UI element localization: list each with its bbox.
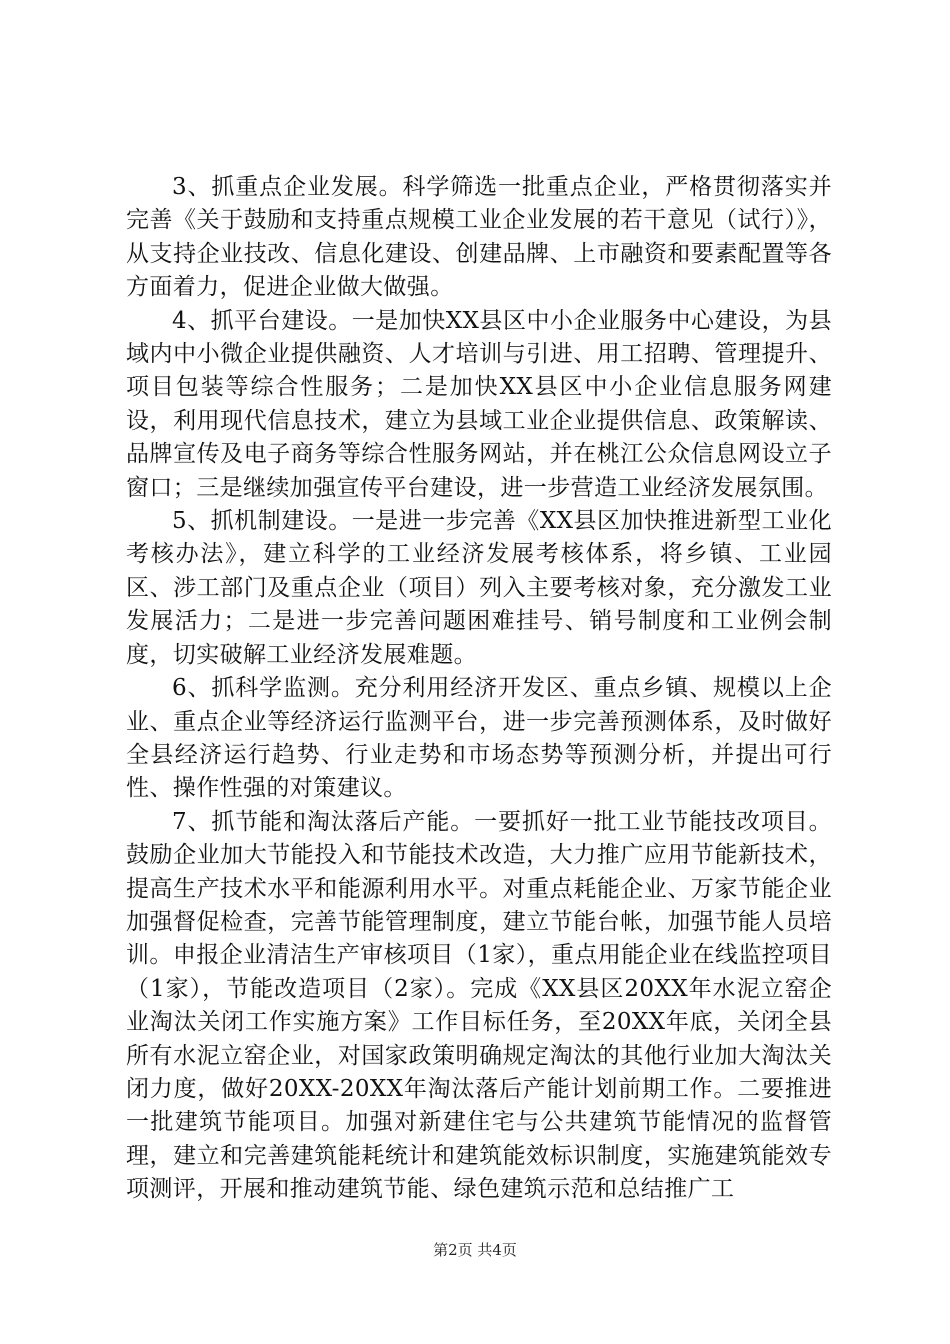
document-body	[126, 171, 832, 1207]
page-footer: 第2页 共4页	[433, 1241, 517, 1259]
paragraph-platform-building: 4、抓平台建设。一是加快XX县区中小企业服务中心建设，为县域内中小微企业提供融资、人才培训与引进、用工招聘、管理提升、项目包装等综合性服务；二是加快XX县区中小企业信息服务网建设，利用现代信息技术，建立为县域工业企业提供信息、政策解读、品牌宣传及电子商务等综合性服务网站，并在桃江公众信息网设立子窗口；三是继续加强宣传平台建设，进一步营造工业经济发展氛围。	[126, 307, 832, 501]
paragraph-mechanism-building: 5、抓机制建设。一是进一步完善《XX县区加快推进新型工业化考核办法》，建立科学的工业经济发展考核体系，将乡镇、工业园区、涉工部门及重点企业（项目）列入主要考核对象，充分激发工业发展活力；二是进一步完善问题困难挂号、销号制度和工业例会制度，切实破解工业经济发展难题。	[126, 508, 832, 668]
paragraph-scientific-monitoring: 6、抓科学监测。充分利用经济开发区、重点乡镇、规模以上企业、重点企业等经济运行监测平台，进一步完善预测体系，及时做好全县经济运行趋势、行业走势和市场态势等预测分析，并提出可行性、操作性强的对策建议。	[126, 675, 832, 802]
paragraph-energy-saving: 7、抓节能和淘汰落后产能。一要抓好一批工业节能技改项目。鼓励企业加大节能投入和节能技术改造，大力推广应用节能新技术，提高生产技术水平和能源利用水平。对重点耗能企业、万家节能企业加强督促检查，完善节能管理制度，建立节能台帐，加强节能人员培训。申报企业清洁生产审核项目（1家），重点用能企业在线监控项目（1家），节能改造项目（2家）。完成《XX县区20XX年水泥立窑企业淘汰关闭工作实施方案》工作目标任务，至20XX年底，关闭全县所有水泥立窑企业，对国家政策明确规定淘汰的其他行业加大淘汰关闭力度，做好20XX-20XX年淘汰落后产能计划前期工作。二要推进一批建筑节能项目。加强对新建住宅与公共建筑节能情况的监督管理，建立和完善建筑能耗统计和建筑能效标识制度，实施建筑能效专项测评，开展和推动建筑节能、绿色建筑示范和总结推广工	[126, 808, 832, 1203]
paragraph-key-enterprises: 3、抓重点企业发展。科学筛选一批重点企业，严格贯彻落实并完善《关于鼓励和支持重点规模工业企业发展的若干意见（试行）》，从支持企业技改、信息化建设、创建品牌、上市融资和要素配置等各方面着力，促进企业做大做强。	[126, 174, 832, 301]
